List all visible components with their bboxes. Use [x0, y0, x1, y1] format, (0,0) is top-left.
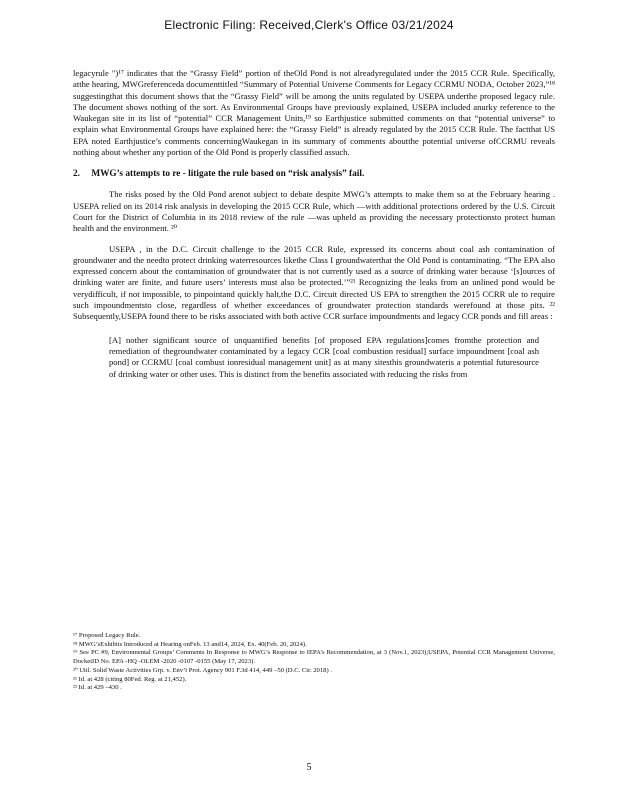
footnotes: [73, 632, 555, 693]
footnote-19: ¹⁹ See PC #9, Environmental Groups’ Comments In Response to MWG’s Response to IEPA’s Recommendation, at 3 (Nov.1, 2023);USEPA, Potential CCR Management Universe, DocketID No. EPA -HQ -OLEM -2020 -0107 -0155 (May 17, 2023).: [73, 649, 555, 666]
section-title: MWG’s attempts to re - litigate the rule based on “risk analysis” fail.: [91, 169, 365, 180]
footnote-17: ¹⁷ Proposed Legacy Rule.: [73, 632, 141, 639]
paragraph-dc-circuit: USEPA , in the D.C. Circuit challenge to the 2015 CCR Rule, expressed its concerns about coal ash contamination of groundwater and the needto protect drinking waterresources likethe Class I groundwaterthat the Old Pond is contaminating. “The EPA also expressed concern about the contamination of groundwater that is not currently used as a source of drinking water because ‘[s]ources of drinking water are finite, and future users’ interests must also be protected.’”²¹ Recognizing the leaks from an unlined pond would be verydifficult, if not impossible, to pinpointand quickly halt,the D.C. Circuit directed US EPA to strengthen the 2015 CCRR ule to require such impoundmentsto close, regardless of whether exceedances of groundwater protection standards werefound at those pits. ²² Subsequently,USEPA found there to be risks associated with both active CCR surface impoundments and legacy CCR ponds and fill areas :: [73, 243, 555, 322]
footnote-18: ¹⁸ MWG’sExhibits Introduced at Hearing onFeb. 13 and14, 2024, Ex. 40(Feb. 20, 2024).: [73, 640, 307, 648]
filing-header: Electronic Filing: Received,Clerk's Office 03/21/2024: [164, 18, 454, 32]
block-quote: [A] nother significant source of unquantified benefits [of proposed EPA regulations]comes fromthe protection and remediation of thegroundwater contaminated by a legacy CCR [coal combustion residual] surface impoundment [coal ash pond] or CCRMU [coal combust ionresidual management unit] as at many sitesthis groundwateris a potential futuresource of drinking water or other uses. This is distinct from the benefits associated with reducing the risks from: [109, 334, 539, 379]
page-number: 5: [306, 762, 312, 773]
footnote-20: ²⁰ Util. Solid Waste Activities Grp. v. Env’t Prot. Agency 901 F.3d 414, 449 –50 (D.C. Cir. 2018) .: [73, 666, 332, 674]
section-number: 2.: [73, 169, 80, 180]
footnote-21: ²¹ Id. at 428 (citing 80Fed. Reg. at 21,452).: [73, 675, 187, 683]
section-heading: [73, 169, 555, 179]
footnote-22: ²² Id. at 429 –430 .: [73, 684, 122, 692]
paragraph-legacy-rule: legacyrule ")¹⁷ indicates that the “Grassy Field” portion of theOld Pond is not alreadyregulated under the 2015 CCR Rule. Specifically, atthe hearing, MWGreferenceda documenttitled “Summary of Potential Universe Comments for Legacy CCRMU NODA, October 2023,”¹⁸ suggestingthat this document shows that the “Grassy Field” will be among the units regulated by USEPA underthe proposed legacy rule. The document shows nothing of the sort. As Environmental Groups have previously explained, USEPA included anurky reference to the Waukegan site in its list of “potential” CCR Management Units,¹⁹ so Earthjustice submitted comments on that “potential universe” to explain what Environmental Groups have explained here: the “Grassy Field” is already regulated by the 2015 CCR Rule. The factthat US EPA noted Earthjustice’s comments concerningWaukegan in its summary of comments aboutthe potential universe ofCCRMU reveals nothing about whether any portion of the Old Pond is properly classified assuch.: [73, 68, 555, 158]
document-body: [73, 68, 555, 380]
paragraph-risks-posed: The risks posed by the Old Pond arenot subject to debate despite MWG’s attempts to make them so at the February hearing . USEPA relied on its 2014 risk analysis in developing the 2015 CCR Rule, which —with additional protections ordered by the U.S. Circuit Court for the District of Columbia in its 2018 review of the rule —was upheld as providing the necessary protectionsto protect human health and the environment. ²⁰: [73, 189, 555, 234]
